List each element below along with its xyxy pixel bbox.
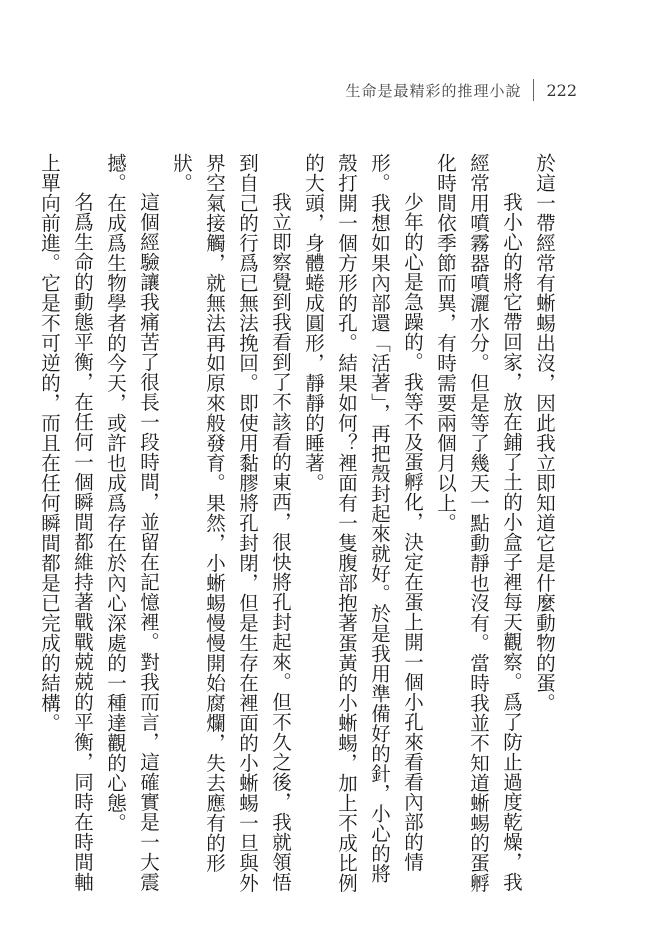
page-number: 222 — [546, 80, 577, 100]
paragraph: 名爲生命的動態平衡，在任何一個瞬間都維持著戰戰兢兢的平衡，同時在時間軸上單向前進。它是不可逆的，而且在任何瞬間都是已完成的結構。 — [38, 153, 94, 892]
body-text — [38, 153, 561, 893]
header-divider — [533, 79, 534, 101]
paragraph: 我立即察覺到我看到了不該看的東西，很快將孔封起來。但不久之後，我就領悟到自己的行爲已無法挽回。即使用黏膠將孔封閉，但是生存在裡面的小蜥蜴一旦與外界空氣接觸，就無法再如原來般發育。果然，小蜥蜴慢慢開始腐爛，失去應有的形狀。 — [170, 153, 292, 893]
paragraph: 我小心的將它帶回家，放在鋪了土的小盒子裡每天觀察。爲了防止過度乾燥，我經常用噴霧器噴灑水分。但是等了幾天一點動靜也沒有。當時我並不知道蜥蜴的蛋孵化時間依季節而異，有時需要兩個月以上。 — [434, 153, 523, 893]
paragraph: 這個經驗讓我痛苦了很長一段時間，並留在記憶裡。對我而言，這確實是一大震撼。在成爲生物學者的今天，或許也成爲存在於內心深處的一種達觀的心態。 — [104, 153, 160, 892]
paragraph: 於這一帶經常有蜥蜴出沒，因此我立即知道它是什麼動物的蛋。 — [533, 153, 556, 713]
book-title: 生命是最精彩的推理小說 — [345, 81, 522, 100]
paragraph: 少年的心是急躁的。我等不及蛋孵化，決定在蛋上開一個小孔來看看內部的情形。我想如果內部還「活著」，再把殼封起來就好。於是我用準備好的針，小心的將殼打開一個方形的孔。結果如何？裡面有一隻腹部抱著蛋黃的小蜥蜴，加上不成比例的大頭，身體蜷成圓形，靜靜的睡著。 — [302, 153, 424, 893]
running-head — [345, 79, 577, 101]
